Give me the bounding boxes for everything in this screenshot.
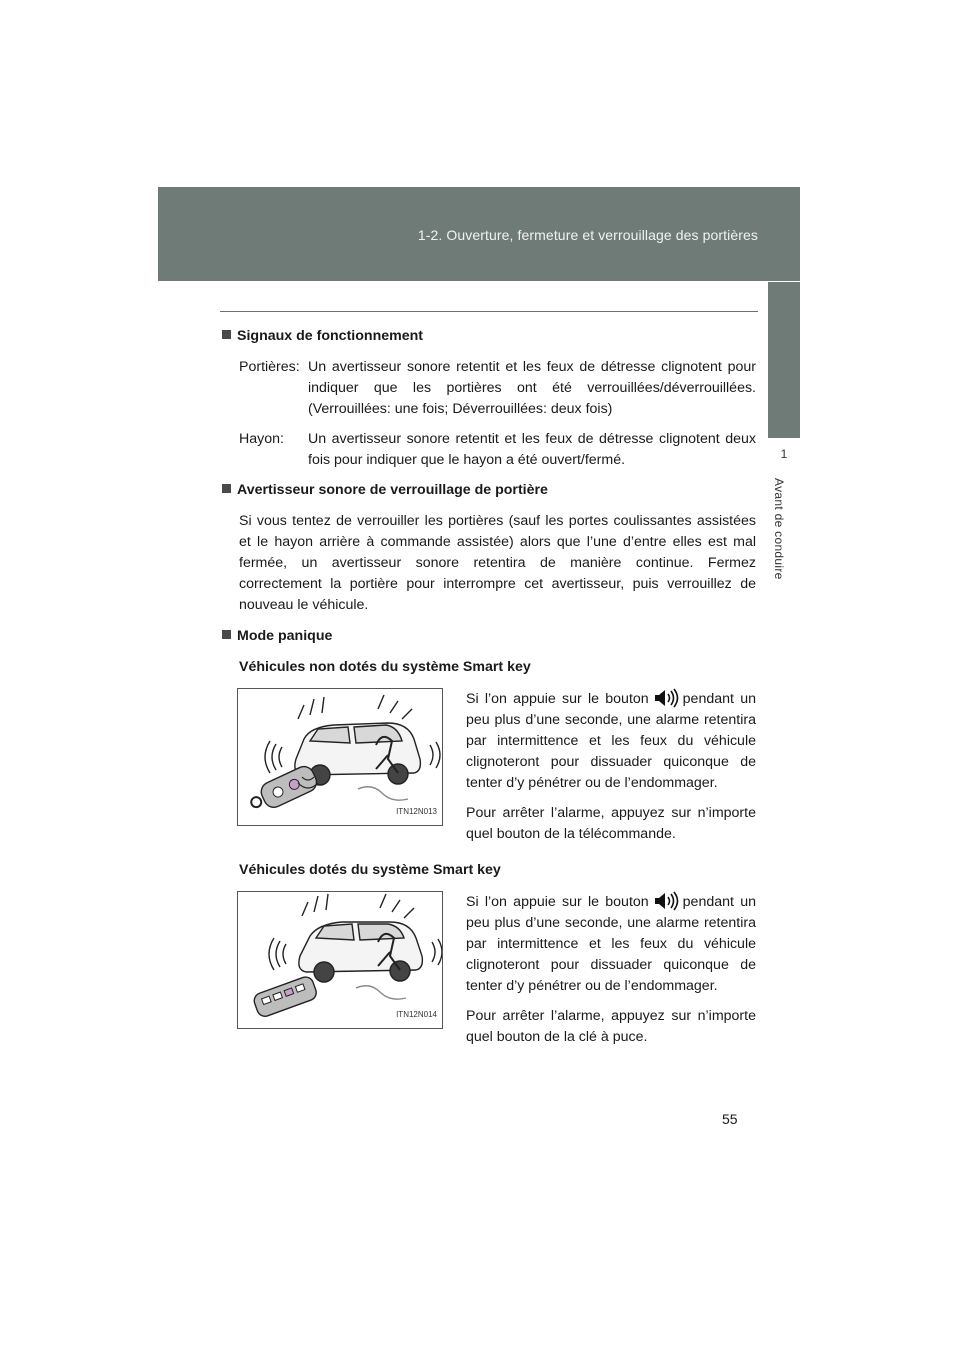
square-bullet-icon [222,330,231,339]
panic-text-with-smart-key [466,891,756,1057]
panic-block-without-smart-key [222,688,756,854]
speaker-icon [653,688,679,708]
chapter-number: 1 [780,447,788,461]
chapter-tab [768,282,800,438]
figure-code: ITN12N013 [396,807,437,816]
illustration-remote-panic [237,688,443,826]
page-number: 55 [722,1111,738,1127]
header-band [158,187,800,281]
illustration-smart-key-panic [237,891,443,1029]
panic-block-with-smart-key [222,891,756,1057]
term-tailgate: Hayon: [239,431,284,447]
square-bullet-icon [222,484,231,493]
term-doors: Portières: [239,359,300,375]
desc-doors: Un avertisseur sonore retentit et les feux de détresse clignotent pour indiquer que les portières ont été verrouillées/déverrouillées. (Verrouillées: une fois; Déverrouillées: deux fois) [308,359,756,417]
paragraph-door-lock-buzzer: Si vous tentez de verrouiller les portières (sauf les portes coulissantes assistées et le hayon arrière à commande assistée) alors que l’une d’entre elles est mal fermée, un avertisseur sonore retentira de manière continue. Fermez correctement la portière pour interrompre cet avertisseur, puis verrouillez de nouveau le véhicule. [239,513,756,613]
panic-text-without-smart-key [466,688,756,854]
square-bullet-icon [222,630,231,639]
definition-tailgate [222,429,756,471]
definition-doors [222,357,756,420]
panic-instruction: Si l’on appuie sur le bouton pendant un peu plus d’une seconde, une alarme retentira par intermittence et les feux du véhicule clignoteront pour dissuader quiconque de tenter d’y pénétrer ou de l’endommager. [466,688,756,794]
header-rule [220,311,758,312]
heading-panic-mode: Mode panique [222,626,756,647]
subheading-without-smart-key: Véhicules non dotés du système Smart key [239,659,531,675]
heading-signals: Signaux de fonctionnement [222,326,756,347]
chapter-label: Avant de conduire [772,478,786,580]
panic-instruction: Si l’on appuie sur le bouton pendant un peu plus d’une seconde, une alarme retentira par intermittence et les feux du véhicule clignoteront pour dissuader quiconque de tenter d’y pénétrer ou de l’endommager. [466,891,756,997]
heading-door-lock-buzzer: Avertisseur sonore de verrouillage de portière [222,480,756,501]
figure-code: ITN12N014 [396,1010,437,1019]
section-title: 1-2. Ouverture, fermeture et verrouillage des portières [417,227,758,243]
page-content [222,326,756,1063]
panic-stop-instruction: Pour arrêter l’alarme, appuyez sur n’importe quel bouton de la télécommande. [466,805,756,842]
speaker-icon [653,891,679,911]
subheading-with-smart-key: Véhicules dotés du système Smart key [239,862,501,878]
desc-tailgate: Un avertisseur sonore retentit et les feux de détresse clignotent deux fois pour indiquer que le hayon a été ouvert/fermé. [308,431,756,468]
panic-stop-instruction: Pour arrêter l’alarme, appuyez sur n’importe quel bouton de la clé à puce. [466,1008,756,1045]
